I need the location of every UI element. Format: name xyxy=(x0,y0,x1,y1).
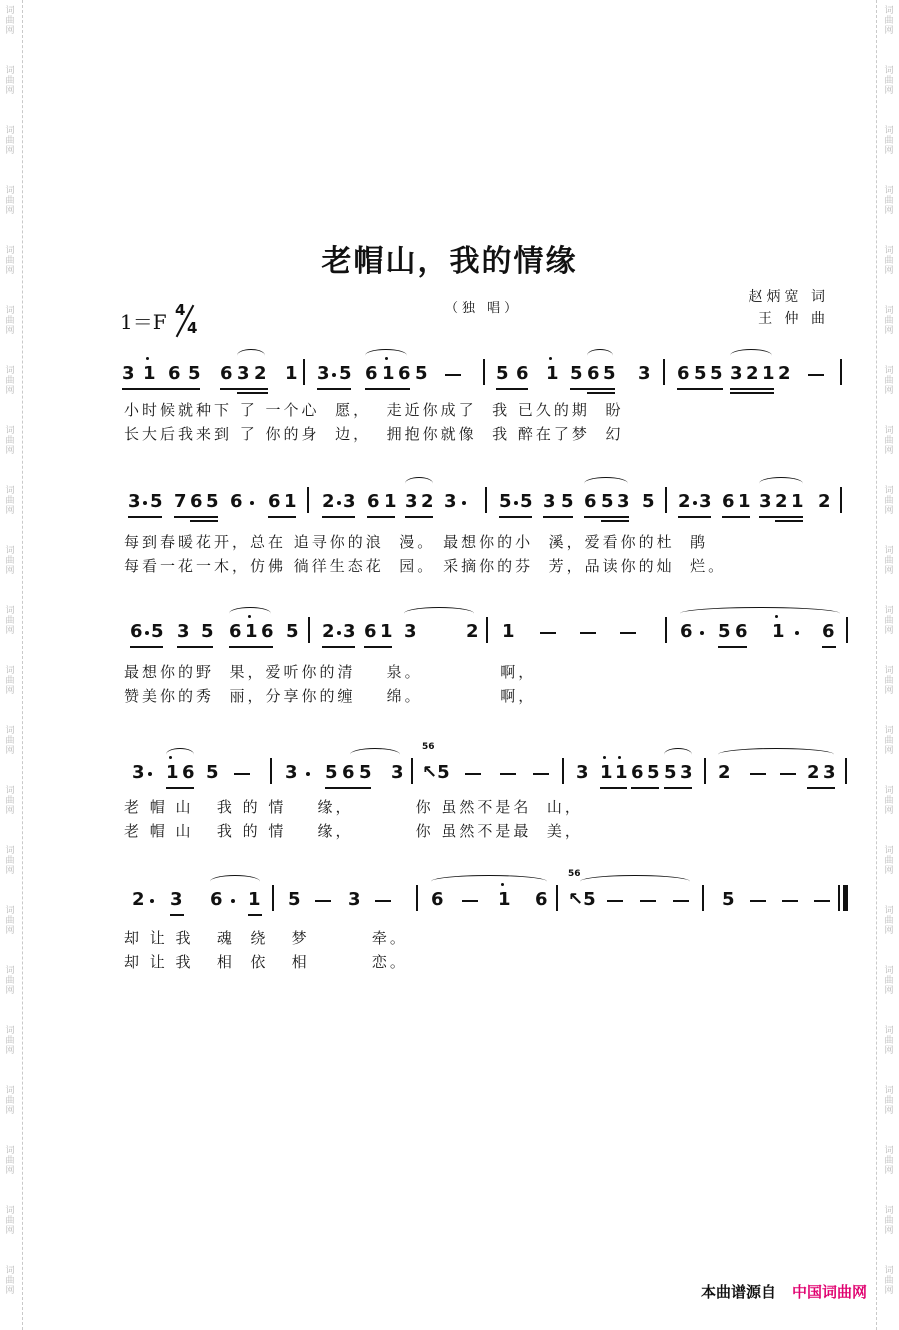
time-signature: 4 4 xyxy=(174,300,198,337)
edge-watermark: 词 曲 网 xyxy=(884,906,894,936)
edge-watermark: 词 曲 网 xyxy=(5,6,15,36)
key-signature xyxy=(120,300,201,339)
edge-watermark: 词 曲 网 xyxy=(884,1266,894,1296)
edge-watermark: 词 曲 网 xyxy=(884,546,894,576)
source-footer xyxy=(701,1281,867,1302)
edge-watermark: 词 曲 网 xyxy=(5,606,15,636)
edge-watermark: 词 曲 网 xyxy=(884,306,894,336)
lyric-verse-2: 赞美你的秀 丽，分享你的缠 绵。 啊， xyxy=(124,687,537,705)
edge-watermark: 词 曲 网 xyxy=(884,186,894,216)
edge-watermark: 词 曲 网 xyxy=(884,1086,894,1116)
lyric-verse-2: 每看一花一木，仿佛 徜徉生态花 园。 采摘你的芬 芳，品读你的灿 烂。 xyxy=(124,557,727,575)
lyric-verse-2: 老 帽 山 我 的 情 缘， 你 虽然不是最 美， xyxy=(124,822,583,840)
edge-watermark: 词 曲 网 xyxy=(884,666,894,696)
edge-watermark: 词 曲 网 xyxy=(5,1086,15,1116)
edge-watermark: 词 曲 网 xyxy=(884,726,894,756)
lyricist-credit: 赵炳宽 词 xyxy=(748,289,829,305)
notation-line: 2 3 6 1 5 3 6 1 6 56 ↖5 5 xyxy=(110,881,850,921)
lyric-verse-2: 却 让 我 相 依 相 恋。 xyxy=(124,953,408,971)
performance-note: （独 唱） xyxy=(445,301,522,316)
edge-watermark: 词 曲 网 xyxy=(884,606,894,636)
edge-watermark: 词 曲 网 xyxy=(5,966,15,996)
edge-watermark: 词 曲 网 xyxy=(5,666,15,696)
edge-watermark: 词 曲 网 xyxy=(5,1146,15,1176)
edge-watermark: 词 曲 网 xyxy=(884,1146,894,1176)
edge-watermark: 词 曲 网 xyxy=(5,1266,15,1296)
edge-watermark: 词 曲 网 xyxy=(5,366,15,396)
lyric-verse-2: 长大后我来到 了 你的身 边， 拥抱你就像 我 醉在了梦 幻 xyxy=(124,425,624,443)
edge-watermark: 词 曲 网 xyxy=(884,6,894,36)
edge-watermark: 词 曲 网 xyxy=(884,846,894,876)
notation-line: 3 1 6 5 6 3 2 1 3 5 6 1 6 5 5 6 1 5 6 5 3 6 5 5 3 2 1 2 xyxy=(110,355,850,395)
lyric-verse-1: 小时候就种下 了 一个心 愿， 走近你成了 我 已久的期 盼 xyxy=(124,401,624,419)
edge-watermark: 词 曲 网 xyxy=(884,786,894,816)
site-brand-link[interactable]: 中国词曲网 xyxy=(791,1283,867,1301)
edge-watermark: 词 曲 网 xyxy=(884,66,894,96)
edge-watermark: 词 曲 网 xyxy=(5,906,15,936)
edge-watermark: 词 曲 网 xyxy=(884,966,894,996)
notation-line: 6 5 3 5 6 1 6 5 2 3 6 1 3 2 1 6 5 6 1 6 xyxy=(110,613,850,653)
edge-watermark: 词 曲 网 xyxy=(884,366,894,396)
edge-watermark: 词 曲 网 xyxy=(5,546,15,576)
lyric-verse-1: 每到春暖花开，总在 追寻你的浪 漫。 最想你的小 溪，爱看你的杜 鹃 xyxy=(124,533,709,551)
edge-watermark: 词 曲 网 xyxy=(5,126,15,156)
edge-watermark: 词 曲 网 xyxy=(5,246,15,276)
composer-credit: 王 仲 曲 xyxy=(758,311,829,327)
score-system-5 xyxy=(110,869,850,1031)
song-title: 老帽山，我的情缘 xyxy=(321,244,578,279)
lyric-verse-1: 却 让 我 魂 绕 梦 牵。 xyxy=(124,929,408,947)
lyric-verse-1: 老 帽 山 我 的 情 缘， 你 虽然不是名 山， xyxy=(124,798,583,816)
edge-watermark: 词 曲 网 xyxy=(5,66,15,96)
notation-line: 3 5 7 6 5 6 6 1 2 3 6 1 3 2 3 5 5 3 5 6 5 3 5 2 3 6 1 3 2 1 2 xyxy=(110,483,850,523)
right-watermark-strip xyxy=(876,0,899,1330)
edge-watermark: 词 曲 网 xyxy=(5,426,15,456)
edge-watermark: 词 曲 网 xyxy=(5,846,15,876)
edge-watermark: 词 曲 网 xyxy=(5,186,15,216)
edge-watermark: 词 曲 网 xyxy=(884,1026,894,1056)
edge-watermark: 词 曲 网 xyxy=(884,426,894,456)
edge-watermark: 词 曲 网 xyxy=(5,1206,15,1236)
edge-watermark: 词 曲 网 xyxy=(5,1026,15,1056)
edge-watermark: 词 曲 网 xyxy=(884,246,894,276)
notation-line: 3 1 6 5 3 5 6 5 3 56 ↖5 3 1 1 6 5 5 3 2 2 3 xyxy=(110,754,850,794)
edge-watermark: 词 曲 网 xyxy=(884,126,894,156)
edge-watermark: 词 曲 网 xyxy=(5,726,15,756)
key-label: 1＝F xyxy=(120,310,167,334)
lyric-verse-1: 最想你的野 果，爱听你的清 泉。 啊， xyxy=(124,663,537,681)
score-system-3 xyxy=(110,613,850,763)
source-label: 本曲谱源自 xyxy=(700,1283,776,1301)
edge-watermark: 词 曲 网 xyxy=(884,486,894,516)
edge-watermark: 词 曲 网 xyxy=(5,486,15,516)
edge-watermark: 词 曲 网 xyxy=(884,1206,894,1236)
left-watermark-strip xyxy=(0,0,23,1330)
edge-watermark: 词 曲 网 xyxy=(5,786,15,816)
edge-watermark: 词 曲 网 xyxy=(5,306,15,336)
